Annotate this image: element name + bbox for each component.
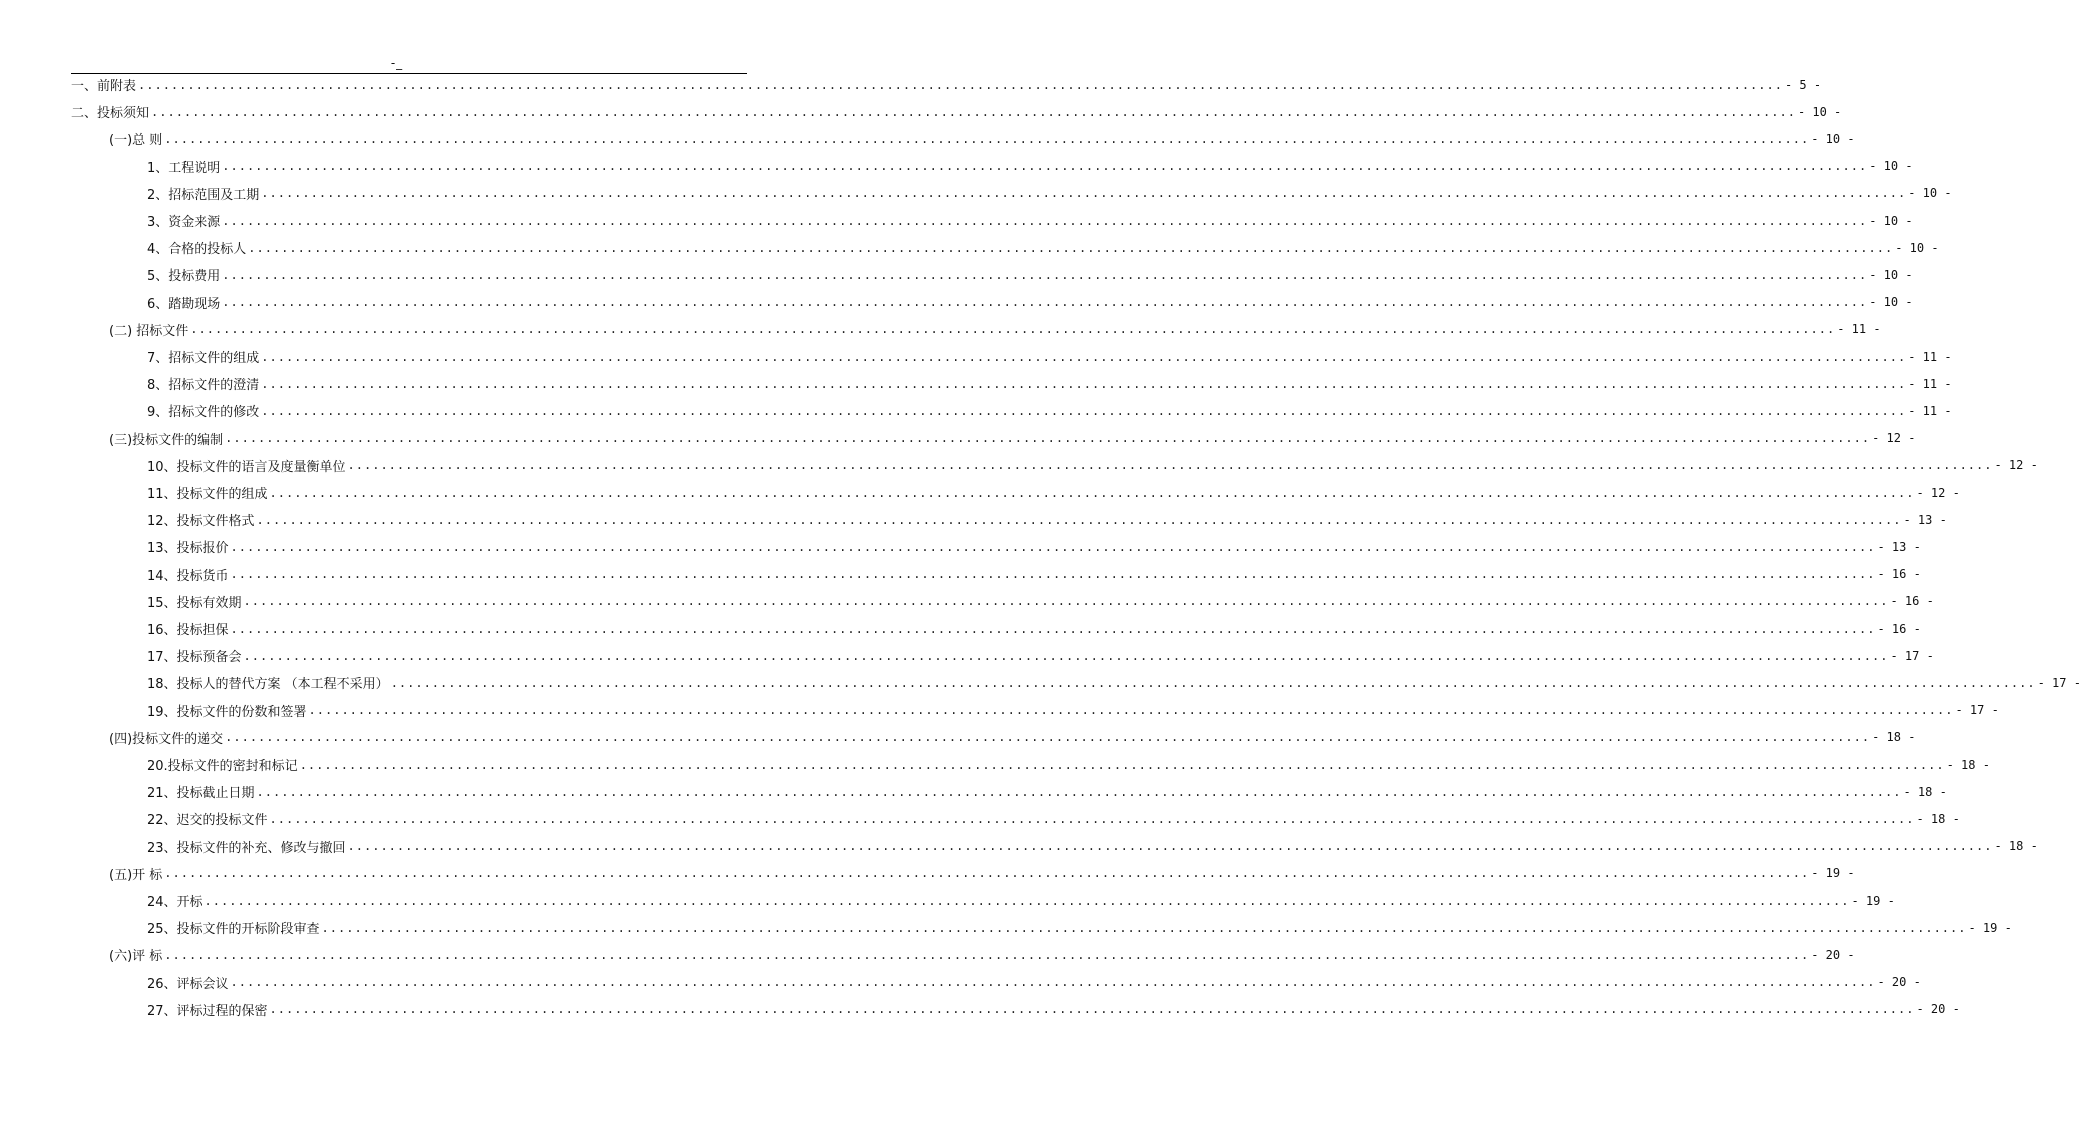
toc-dot-leader: ........................................................................................................................................................................................................	[230, 567, 1876, 582]
toc-entry-title: 4、合格的投标人	[147, 242, 247, 258]
toc-dot-leader: ........................................................................................................................................................................................................	[190, 322, 1836, 337]
toc-entry[interactable]	[147, 153, 1913, 180]
toc-dot-leader: ........................................................................................................................................................................................................	[230, 975, 1876, 990]
toc-entry-title: 25、投标文件的开标阶段审查	[147, 922, 320, 938]
toc-entry[interactable]	[109, 941, 1855, 968]
toc-dot-leader: ........................................................................................................................................................................................................	[347, 839, 1993, 854]
toc-entry-title: 5、投标费用	[147, 269, 221, 285]
toc-entry-title: (一)总 则	[109, 133, 163, 149]
toc-entry-page-number: - 12 -	[1994, 458, 2038, 473]
toc-entry-page-number: - 18 -	[1916, 811, 1960, 826]
toc-entry-page-number: - 11 -	[1908, 349, 1952, 364]
toc-entry-page-number: - 10 -	[1869, 159, 1913, 174]
toc-entry-title: 16、投标担保	[147, 623, 229, 638]
toc-entry[interactable]	[147, 751, 1990, 778]
toc-entry[interactable]	[147, 669, 2081, 696]
toc-entry-title: 13、投标报价	[147, 541, 229, 557]
toc-entry[interactable]	[147, 261, 1913, 288]
toc-entry-page-number: - 11 -	[1837, 322, 1881, 337]
toc-entry-title: 3、资金来源	[147, 215, 221, 230]
toc-entry-page-number: - 10 -	[1797, 104, 1842, 119]
toc-dot-leader: ........................................................................................................................................................................................................	[204, 893, 1850, 908]
toc-entry-page-number: - 12 -	[1872, 431, 1916, 446]
toc-entry-title: 24、开标	[147, 895, 203, 910]
toc-entry[interactable]	[147, 207, 1913, 234]
toc-dot-leader: ........................................................................................................................................................................................................	[256, 512, 1902, 527]
toc-dot-leader: ........................................................................................................................................................................................................	[164, 866, 1810, 881]
toc-entry-title: (六)评 标	[109, 949, 163, 965]
toc-entry-title: 18、投标人的替代方案 （本工程不采用）	[147, 677, 389, 693]
toc-entry-title: (二) 招标文件	[109, 323, 189, 339]
toc-dot-leader: ........................................................................................................................................................................................................	[222, 295, 1868, 310]
toc-entry[interactable]	[147, 234, 1939, 261]
toc-entry-title: 二、投标须知	[71, 106, 150, 122]
toc-entry-page-number: - 11 -	[1908, 376, 1952, 391]
toc-entry[interactable]	[147, 180, 1952, 207]
toc-entry[interactable]	[147, 887, 1895, 914]
toc-entry[interactable]	[109, 125, 1855, 152]
toc-entry-title: 8、招标文件的澄清	[147, 378, 260, 394]
toc-entry[interactable]	[147, 914, 2012, 941]
toc-entry-title: (五)开 标	[109, 867, 163, 883]
toc-entry-page-number: - 20 -	[1811, 947, 1855, 962]
toc-entry-title: 一、前附表	[71, 79, 137, 94]
toc-dot-leader: ........................................................................................................................................................................................................	[321, 920, 1967, 935]
toc-entry-page-number: - 19 -	[1968, 920, 2012, 935]
toc-dot-leader: ........................................................................................................................................................................................................	[230, 621, 1876, 636]
toc-entry-title: 26、评标会议	[147, 976, 229, 992]
toc-entry-title: 23、投标文件的补充、修改与撤回	[147, 840, 346, 856]
toc-entry-page-number: - 19 -	[1811, 866, 1855, 881]
toc-entry[interactable]	[147, 452, 2038, 479]
toc-entry-page-number: - 20 -	[1877, 975, 1921, 990]
toc-dot-leader: ........................................................................................................................................................................................................	[261, 186, 1907, 201]
toc-entry-page-number: - 11 -	[1908, 403, 1952, 418]
toc-dot-leader: ........................................................................................................................................................................................................	[269, 1002, 1915, 1017]
toc-dot-leader: ........................................................................................................................................................................................................	[299, 757, 1945, 772]
toc-entry-page-number: - 18 -	[1946, 757, 1990, 772]
toc-entry-title: 7、招标文件的组成	[147, 351, 260, 366]
toc-entry-page-number: - 17 -	[1955, 703, 1999, 718]
toc-entry-title: 20.投标文件的密封和标记	[147, 759, 298, 774]
toc-dot-leader: ........................................................................................................................................................................................................	[243, 648, 1889, 663]
toc-entry-page-number: - 17 -	[1890, 648, 1934, 663]
toc-entry[interactable]	[109, 425, 1916, 452]
toc-dot-leader: ........................................................................................................................................................................................................	[222, 213, 1868, 228]
toc-dot-leader: ........................................................................................................................................................................................................	[243, 594, 1889, 609]
toc-entry[interactable]	[147, 343, 1952, 370]
toc-entry-page-number: - 18 -	[1872, 730, 1916, 745]
toc-dot-leader: ........................................................................................................................................................................................................	[225, 431, 1871, 446]
toc-entry-title: (四)投标文件的递交	[109, 731, 224, 747]
toc-entry-title: 6、踏勘现场	[147, 296, 221, 312]
toc-dot-leader: ........................................................................................................................................................................................................	[256, 784, 1902, 799]
toc-entry[interactable]	[109, 860, 1855, 887]
toc-dot-leader: ........................................................................................................................................................................................................	[248, 240, 1894, 255]
toc-entry-page-number: - 5 -	[1784, 77, 1822, 92]
toc-dot-leader: ........................................................................................................................................................................................................	[230, 539, 1876, 554]
toc-entry-title: 19、投标文件的份数和签署	[147, 704, 307, 720]
toc-entry-title: 9、招标文件的修改	[147, 405, 260, 421]
toc-dot-leader: ........................................................................................................................................................................................................	[269, 485, 1915, 500]
toc-dot-leader: ........................................................................................................................................................................................................	[222, 159, 1868, 174]
toc-entry-page-number: - 10 -	[1869, 267, 1913, 282]
page-header-mark: -_	[390, 56, 404, 70]
toc-entry-page-number: - 10 -	[1811, 131, 1855, 146]
toc-entry-page-number: - 20 -	[1916, 1002, 1960, 1017]
toc-entry-page-number: - 13 -	[1877, 539, 1921, 554]
toc-entry-page-number: - 13 -	[1903, 512, 1947, 527]
toc-entry-page-number: - 16 -	[1877, 621, 1921, 636]
toc-entry-title: 15、投标有效期	[147, 595, 242, 611]
toc-dot-leader: ........................................................................................................................................................................................................	[261, 403, 1907, 418]
toc-dot-leader: ........................................................................................................................................................................................................	[261, 349, 1907, 364]
toc-entry[interactable]	[147, 479, 1960, 506]
toc-entry-title: 12、投标文件格式	[147, 514, 255, 530]
toc-dot-leader: ........................................................................................................................................................................................................	[308, 703, 1954, 718]
toc-dot-leader: ........................................................................................................................................................................................................	[225, 730, 1871, 745]
toc-entry-page-number: - 12 -	[1916, 485, 1960, 500]
toc-entry[interactable]	[147, 561, 1921, 588]
toc-dot-leader: ........................................................................................................................................................................................................	[269, 811, 1915, 826]
toc-entry[interactable]	[147, 778, 1947, 805]
toc-dot-leader: ........................................................................................................................................................................................................	[261, 376, 1907, 391]
toc-dot-leader: ........................................................................................................................................................................................................	[347, 458, 1993, 473]
toc-entry-title: 10、投标文件的语言及度量衡单位	[147, 459, 346, 475]
toc-entry[interactable]	[71, 98, 1842, 125]
toc-entry-page-number: - 18 -	[1994, 839, 2038, 854]
toc-dot-leader: ........................................................................................................................................................................................................	[151, 104, 1796, 119]
toc-entry[interactable]	[147, 969, 1921, 996]
toc-entry-page-number: - 19 -	[1851, 893, 1895, 908]
toc-entry-title: 2、招标范围及工期	[147, 187, 260, 203]
toc-entry[interactable]	[147, 615, 1921, 642]
toc-entry[interactable]	[147, 805, 1960, 832]
toc-entry-title: 27、评标过程的保密	[147, 1003, 268, 1019]
toc-entry-page-number: - 10 -	[1869, 295, 1913, 310]
toc-entry[interactable]	[109, 724, 1916, 751]
toc-entry-title: 11、投标文件的组成	[147, 487, 268, 502]
toc-entry-page-number: - 10 -	[1895, 240, 1939, 255]
toc-entry-page-number: - 16 -	[1877, 567, 1921, 582]
toc-entry-page-number: - 10 -	[1869, 213, 1913, 228]
toc-entry[interactable]	[109, 316, 1881, 343]
toc-dot-leader: ........................................................................................................................................................................................................	[390, 675, 2036, 690]
toc-dot-leader: ........................................................................................................................................................................................................	[164, 131, 1810, 146]
toc-entry[interactable]	[147, 588, 1934, 615]
toc-entry[interactable]	[147, 833, 2038, 860]
toc-entry-title: 21、投标截止日期	[147, 786, 255, 802]
toc-dot-leader: ........................................................................................................................................................................................................	[164, 947, 1810, 962]
toc-dot-leader: ........................................................................................................................................................................................................	[138, 77, 1783, 92]
toc-entry-page-number: - 10 -	[1908, 186, 1952, 201]
toc-entry[interactable]	[71, 71, 1822, 98]
toc-entry-page-number: - 17 -	[2037, 675, 2081, 690]
toc-entry-page-number: - 18 -	[1903, 784, 1947, 799]
toc-entry-title: 17、投标预备会	[147, 650, 242, 666]
toc-entry-title: 14、投标货币	[147, 568, 229, 584]
toc-entry-title: 1、工程说明	[147, 160, 221, 176]
toc-entry[interactable]	[147, 533, 1921, 560]
toc-entry-title: (三)投标文件的编制	[109, 432, 224, 448]
toc-entry[interactable]	[147, 996, 1960, 1023]
toc-entry[interactable]	[147, 506, 1947, 533]
toc-entry[interactable]	[147, 289, 1913, 316]
toc-entry-page-number: - 16 -	[1890, 594, 1934, 609]
toc-entry-title: 22、迟交的投标文件	[147, 813, 268, 829]
toc-entry[interactable]	[147, 370, 1952, 397]
toc-dot-leader: ........................................................................................................................................................................................................	[222, 267, 1868, 282]
toc-entry[interactable]	[147, 697, 1999, 724]
toc-entry[interactable]	[147, 397, 1952, 424]
toc-entry[interactable]	[147, 642, 1934, 669]
